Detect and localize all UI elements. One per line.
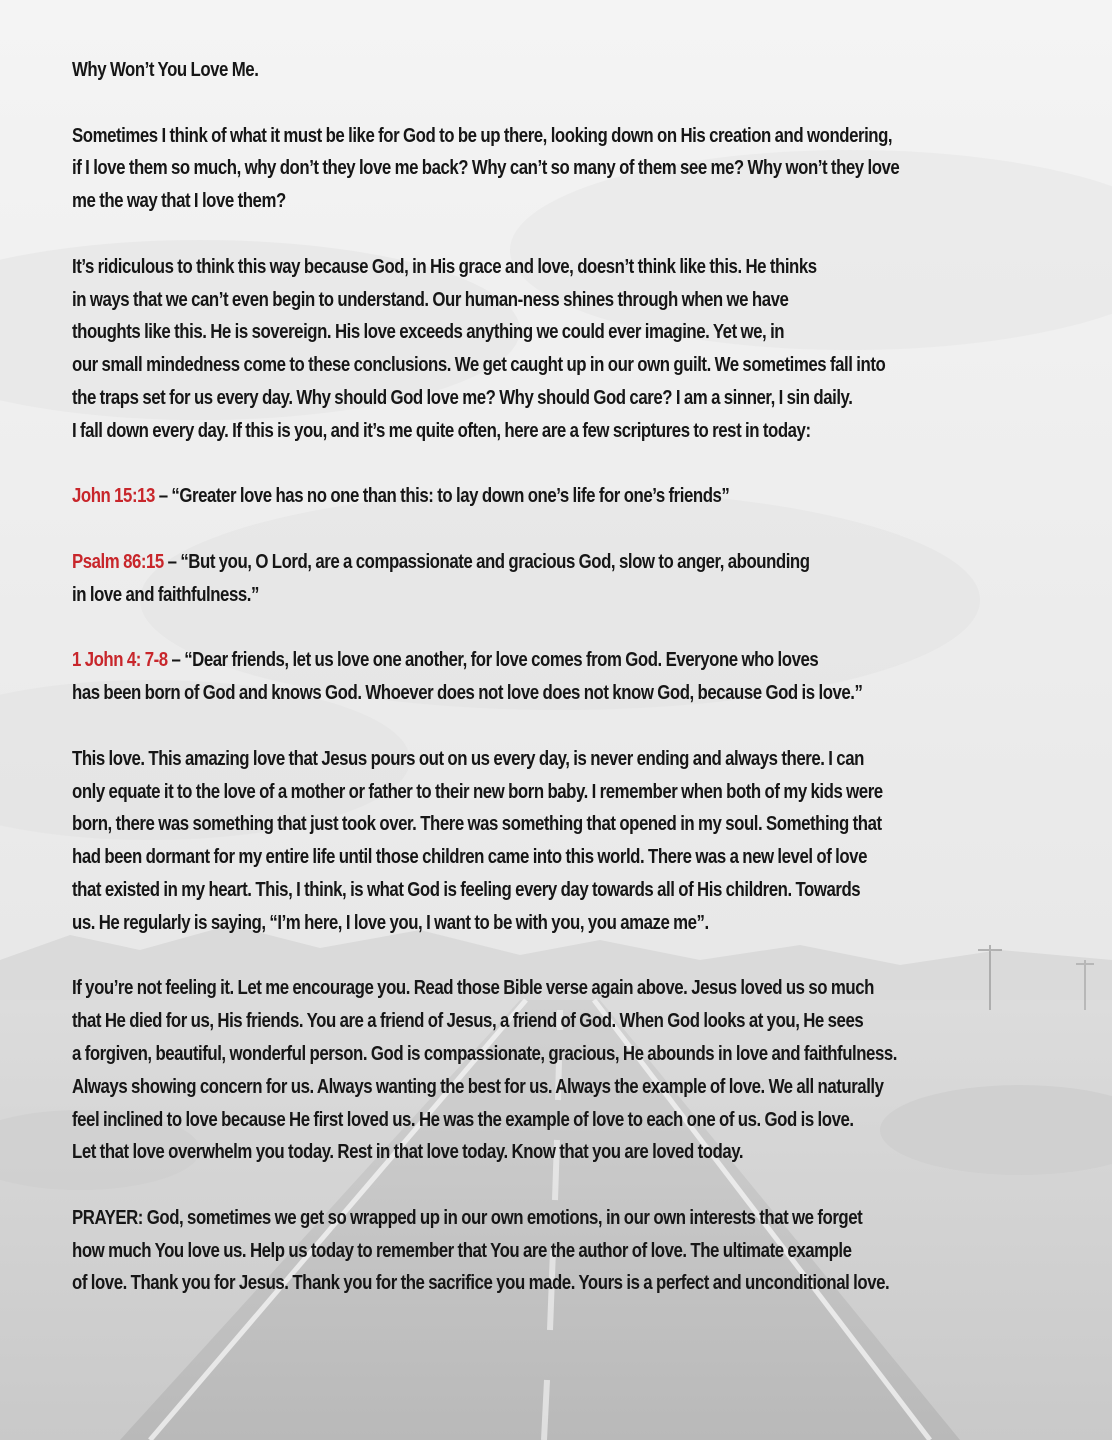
text-line: This love. This amazing love that Jesus pours out on us every day, is never ending and always there. I can (72, 746, 864, 770)
title-paragraph (72, 54, 1072, 87)
intro-paragraph (72, 120, 1072, 218)
text-line: me the way that I love them? (72, 189, 286, 213)
text-line: that He died for us, His friends. You are a friend of Jesus, a friend of God. When God looks at you, He sees (72, 1009, 864, 1033)
scripture-reference: Psalm 86:15 (72, 549, 164, 573)
reflection-paragraph (72, 251, 1072, 448)
scripture-1-john-4-7-8 (72, 644, 1072, 710)
text-line: Sometimes I think of what it must be like for God to be up there, looking down on His creation and wondering, (72, 123, 893, 147)
text-line (72, 644, 1072, 677)
encouragement-paragraph (72, 972, 1072, 1169)
text-line: Let that love overwhelm you today. Rest in that love today. Know that you are loved today. (72, 1140, 744, 1164)
scripture-john-15-13 (72, 480, 1072, 513)
text-line: if I love them so much, why don’t they love me back? Why can’t so many of them see me? Why won’t they love (72, 156, 900, 180)
scripture-psalm-86-15 (72, 546, 1072, 612)
scripture-text: – “But you, O Lord, are a compassionate and gracious God, slow to anger, abounding (167, 549, 810, 573)
text-line: has been born of God and knows God. Whoever does not love does not know God, because God is love.” (72, 681, 863, 705)
text-line: born, there was something that just took over. There was something that opened in my soul. Something that (72, 812, 882, 836)
text-line (72, 546, 1072, 579)
scripture-reference: John 15:13 (72, 484, 155, 508)
scripture-text: – “Greater love has no one than this: to lay down one’s life for one’s friends” (158, 484, 730, 508)
text-line: Always showing concern for us. Always wanting the best for us. Always the example of love. We all naturally (72, 1074, 884, 1098)
text-line: thoughts like this. He is sovereign. His love exceeds anything we could ever imagine. Yet we, in (72, 320, 785, 344)
text-line: had been dormant for my entire life until those children came into this world. There was a new level of love (72, 845, 867, 869)
text-line: in ways that we can’t even begin to understand. Our human-ness shines through when we have (72, 287, 789, 311)
text-line: our small mindedness come to these conclusions. We get caught up in our own guilt. We sometimes fall into (72, 353, 886, 377)
text-line: It’s ridiculous to think this way because God, in His grace and love, doesn’t think like this. He thinks (72, 254, 817, 278)
text-line: a forgiven, beautiful, wonderful person. God is compassionate, gracious, He abounds in love and faithfulness. (72, 1041, 897, 1065)
love-paragraph (72, 743, 1072, 940)
text-line: I fall down every day. If this is you, and it’s me quite often, here are a few scriptures to rest in today: (72, 418, 811, 442)
text-line: only equate it to the love of a mother or father to their new born baby. I remember when both of my kids were (72, 779, 883, 803)
text-line: how much You love us. Help us today to remember that You are the author of love. The ultimate example (72, 1238, 852, 1262)
text-line: PRAYER: God, sometimes we get so wrapped up in our own emotions, in our own interests that we forget (72, 1205, 863, 1229)
text-line: the traps set for us every day. Why should God love me? Why should God care? I am a sinner, I sin daily. (72, 385, 853, 409)
prayer-paragraph (72, 1202, 1072, 1300)
page-title: Why Won’t You Love Me. (72, 58, 259, 81)
text-line: in love and faithfulness.” (72, 582, 259, 606)
text-line: us. He regularly is saying, “I’m here, I love you, I want to be with you, you amaze me”. (72, 910, 709, 934)
text-line: that existed in my heart. This, I think, is what God is feeling every day towards all of His children. Towards (72, 877, 861, 901)
scripture-reference: 1 John 4: 7-8 (72, 648, 168, 672)
text-line: feel inclined to love because He first loved us. He was the example of love to each one of us. God is love. (72, 1107, 854, 1131)
text-line (72, 480, 1072, 513)
scripture-text: – “Dear friends, let us love one another, for love comes from God. Everyone who loves (171, 648, 819, 672)
text-line: If you’re not feeling it. Let me encourage you. Read those Bible verse again above. Jesus loved us so much (72, 976, 874, 1000)
devotional-text (72, 54, 1072, 1333)
text-line: of love. Thank you for Jesus. Thank you for the sacrifice you made. Yours is a perfect and unconditional love. (72, 1271, 890, 1295)
